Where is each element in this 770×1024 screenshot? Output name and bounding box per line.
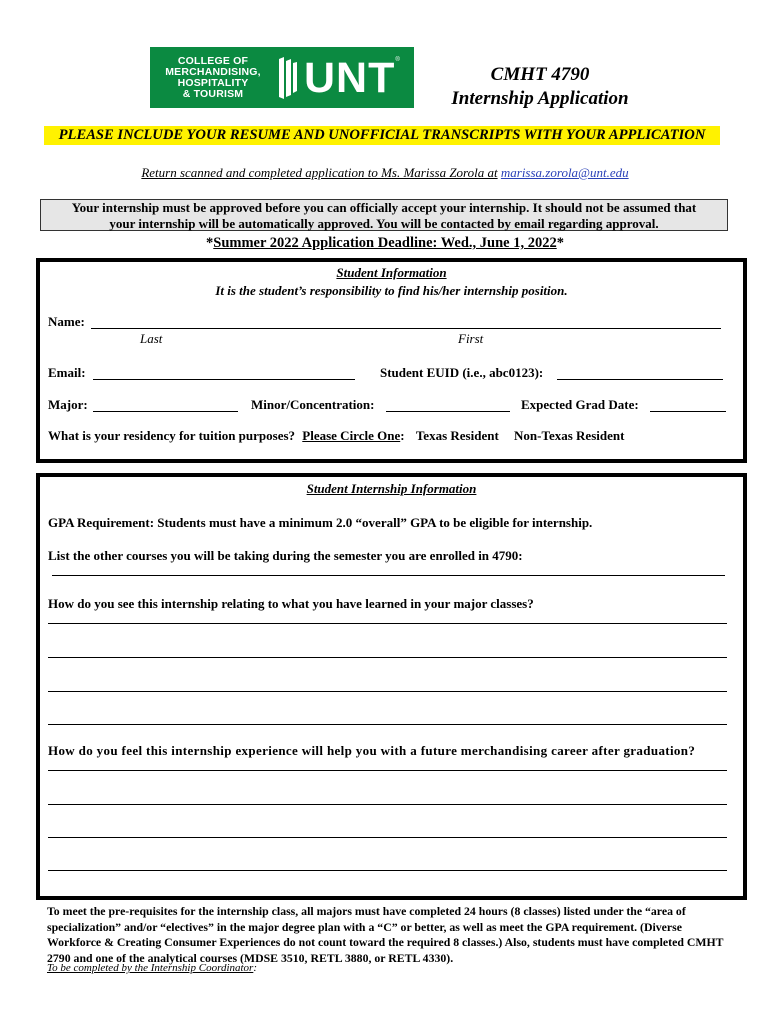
include-documents-banner: PLEASE INCLUDE YOUR RESUME AND UNOFFICIAL TRANSCRIPTS WITH YOUR APPLICATION — [44, 126, 720, 145]
application-deadline — [40, 235, 730, 252]
student-info-subheading: It is the student’s responsibility to find his/her internship position. — [215, 283, 568, 298]
approval-line-1: Your internship must be approved before you can officially accept your internship. It should not be assumed that — [71, 200, 697, 215]
relating-answer-line[interactable] — [48, 691, 727, 692]
unt-wordmark: UNT — [304, 53, 396, 102]
option-texas-resident[interactable]: Texas Resident — [415, 428, 499, 443]
major-label: Major: — [48, 397, 88, 412]
courses-answer-line[interactable] — [52, 575, 725, 576]
relating-question: How do you see this internship relating to what you have learned in your major classes? — [48, 596, 534, 611]
return-instructions — [60, 165, 710, 181]
return-text: Return scanned and completed application to Ms. Marissa Zorola at — [141, 165, 498, 180]
coordinator-section-label — [47, 962, 257, 974]
euid-input-line[interactable] — [557, 379, 723, 380]
course-number: CMHT 4790 — [490, 64, 590, 85]
deadline-star: * — [556, 235, 564, 251]
student-info-heading: Student Information — [336, 265, 447, 280]
name-label: Name: — [48, 314, 85, 329]
grad-date-input-line[interactable] — [650, 411, 726, 412]
minor-label: Minor/Concentration: — [251, 397, 375, 412]
deadline-text: Summer 2022 Application Deadline: Wed., June 1, 2022 — [213, 235, 557, 251]
eagle-emblem-icon — [276, 55, 298, 101]
college-line: HOSPITALITY — [177, 76, 249, 89]
approval-line-2: your internship will be automatically approved. You will be contacted by email regarding approval. — [109, 216, 659, 231]
colon: : — [253, 962, 258, 974]
courses-question: List the other courses you will be taking during the semester you are enrolled in 4790: — [48, 548, 523, 563]
college-line: & TOURISM — [182, 87, 244, 100]
internship-info-heading: Student Internship Information — [306, 481, 477, 496]
registered-mark: ® — [395, 57, 400, 63]
colon: : — [400, 428, 405, 443]
college-line: MERCHANDISING, — [165, 65, 261, 78]
relating-answer-line[interactable] — [48, 724, 727, 725]
relating-answer-line[interactable] — [48, 657, 727, 658]
career-answer-line[interactable] — [48, 870, 727, 871]
internship-information-section — [36, 473, 747, 900]
relating-answer-line[interactable] — [48, 623, 727, 624]
college-name — [154, 56, 272, 100]
career-answer-line[interactable] — [48, 804, 727, 805]
first-name-label: First — [458, 331, 484, 346]
coordinator-email-link[interactable]: marissa.zorola@unt.edu — [500, 165, 629, 180]
circle-one-instruction: Please Circle One — [302, 428, 401, 443]
deadline-star: * — [206, 235, 214, 251]
major-input-line[interactable] — [93, 411, 238, 412]
college-line: COLLEGE OF — [177, 54, 249, 67]
career-answer-line[interactable] — [48, 770, 727, 771]
residency-question: What is your residency for tuition purposes? — [48, 428, 296, 443]
name-input-line[interactable] — [91, 328, 721, 329]
unt-logo — [150, 47, 414, 108]
option-non-texas-resident[interactable]: Non-Texas Resident — [514, 428, 625, 443]
email-label: Email: — [48, 365, 86, 380]
prerequisites-note: To meet the pre-requisites for the internship class, all majors must have completed 24 hours (8 classes) listed under the “area of specialization” and/or “electives” in the major degree plan with a “C” or better, as well as meet the GPA requirement. (Diverse Workforce & Creating Consumer Experiences do not count toward the required 8 classes.) Also, students must have completed CMHT 2790 and one of the analytical courses (MDSE 3510, RETL 3880, or RETL 4330). — [47, 904, 724, 965]
residency-row — [48, 428, 624, 444]
career-question: How do you feel this internship experience will help you with a future merchandising career after graduation? — [48, 743, 696, 758]
form-title: Internship Application — [451, 88, 629, 109]
last-name-label: Last — [140, 331, 163, 346]
grad-date-label: Expected Grad Date: — [521, 397, 639, 412]
approval-notice — [40, 199, 728, 231]
career-answer-line[interactable] — [48, 837, 727, 838]
email-input-line[interactable] — [93, 379, 355, 380]
minor-input-line[interactable] — [386, 411, 510, 412]
gpa-requirement: GPA Requirement: Students must have a minimum 2.0 “overall” GPA to be eligible for internship. — [48, 515, 593, 530]
student-information-section — [36, 258, 747, 463]
euid-label: Student EUID (i.e., abc0123): — [380, 365, 544, 380]
coordinator-label: To be completed by the Internship Coordinator — [47, 962, 254, 974]
